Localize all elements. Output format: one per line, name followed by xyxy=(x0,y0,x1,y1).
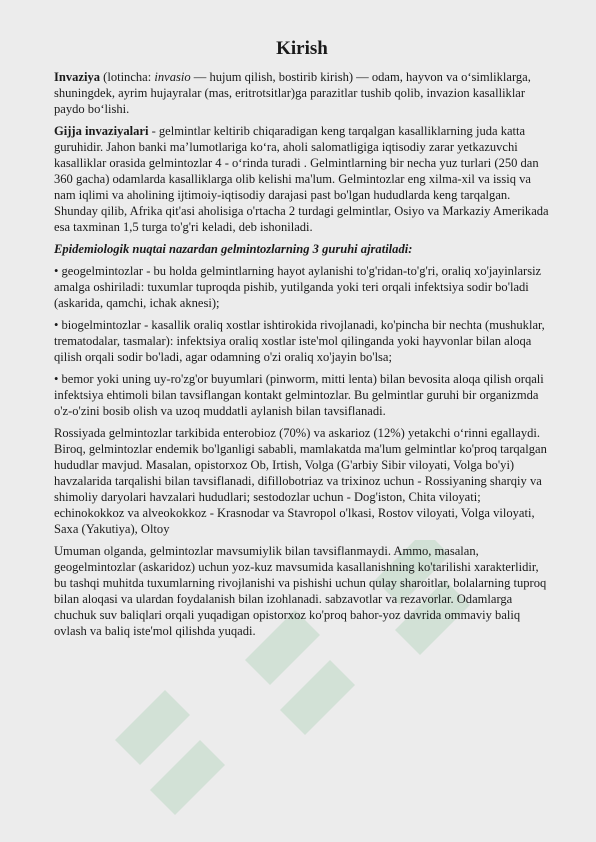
text-span: - gelmintlar keltirib chiqaradigan keng tarqalgan kasalliklarning juda katta guruhidir. Jahon banki ma’lumotlariga ko‘ra, aholi salomatligiga iqtisodiy zarar yetkazuvchi kasalliklar orasida gelmintozlar 4 - o‘rinda turadi . Gelmintlarning bir necha yuz turlari (250 dan 360 gacha) odamlarda kasalliklarga olib kelishi ma'lum. Gelmintozlar eng xilma-xil va issiq va nam iqlimi va aholining ijtimoiy-iqtisodiy darajasi past bo'lgan hududlarda keng tarqalgan. Shunday qilib, Afrika qit'asi aholisiga o'rtacha 2 turdagi gelmintlar, Osiyo va Markaziy Amerikada esa taxminan 1,5 turga to'g'ri keladi, deb ishoniladi. xyxy=(54,124,549,234)
document-body xyxy=(54,38,550,645)
text-span: — hujum qilish, bostirib kirish) — odam, hayvon va o‘simliklarga, shuningdek, ayrim hujayralar (mas, eritrotsitlar)ga parazitlar tushib qolib, invazion kasalliklar paydo bo‘lishi. xyxy=(54,70,531,116)
bullet-item: • bemor yoki uning uy-ro'zg'or buyumlari (pinworm, mitti lenta) bilan bevosita aloqa qilish orqali infektsiya ehtimoli bilan tavsiflangan kontakt gelmintozlar. Bu gelmintlar guruhi bir organizmda o'z-o'zini bosib olish va uzoq muddatli aylanish bilan tavsiflanadi. xyxy=(54,372,544,418)
paragraph-gijja xyxy=(54,123,550,235)
page-title: Kirish xyxy=(276,38,328,59)
term-gijja: Gijja invaziyalari xyxy=(54,124,149,138)
paragraph-invaziya xyxy=(54,69,550,117)
bullet-item: • geogelmintozlar - bu holda gelmintlarning hayot aylanishi to'g'ridan-to'g'ri, oraliq xo'jayinlarsiz amalga oshiriladi: tuxumlar tuproqda pishib, yutilganda yoki teri orqali infektsiya sodir bo'ladi (askarida, qamchi, ichak aknesi); xyxy=(54,264,542,310)
section-heading: Epidemiologik nuqtai nazardan gelmintozlarning 3 guruhi ajratiladi: xyxy=(54,242,413,256)
latin-term: invasio xyxy=(154,70,191,84)
bullet-item: • biogelmintozlar - kasallik oraliq xostlar ishtirokida rivojlanadi, ko'pincha bir nechta (mushuklar, trematodalar, tasmalar): infektsiya oraliq xostlar iste'mol qilinganda yoki hayvonlar bilan aloqa qilish orqali sodir bo'ladi, agar odamning o'zi oraliq xo'jayin bo'lsa; xyxy=(54,318,545,364)
paragraph-rossiya: Rossiyada gelmintozlar tarkibida enterobioz (70%) va askarioz (12%) yetakchi o‘rinni egallaydi. Biroq, gelmintozlar endemik bo'lganligi sababli, mamlakatda ma'lum gelmintlar ko'proq tarqalgan hududlar mavjud. Masalan, opistorxoz Ob, Irtish, Volga (G'arbiy Sibir viloyati, Volga bo'yi) havzalarida tarqalishi bilan tavsiflanadi, difillobotriaz va trixinoz uchun - Rossiyaning sharqiy va shimoliy daryolari havzalari hududlari; sestodozlar uchun - Dog'iston, Chita viloyati; echinokokkoz va alveokokkoz - Krasnodar va Stavropol o'lkasi, Rostov viloyati, Volga viloyati, Saxa (Yakutiya), Oltoy xyxy=(54,426,547,536)
paragraph-umuman: Umuman olganda, gelmintozlar mavsumiylik bilan tavsiflanmaydi. Ammo, masalan, geogelmintozlar (askaridoz) uchun yoz-kuz mavsumida kasallanishning ko'tarilishi xarakterlidir, bu tashqi muhitda tuxumlarning rivojlanishi va pishishi uchun qulay sharoitlar, bolalarning tuproq bilan aloqasi va ulardan foydalanish bilan izohlanadi. sabzavotlar va rezavorlar. Odamlarga chuchuk suv baliqlari orqali yuqadigan opistorxoz ko'proq bahor-yoz davrida ommaviy baliq ovlash va baliq iste'mol qilishda yuqadi. xyxy=(54,544,547,638)
text-span: (lotincha: xyxy=(100,70,155,84)
term-invaziya: Invaziya xyxy=(54,70,101,84)
